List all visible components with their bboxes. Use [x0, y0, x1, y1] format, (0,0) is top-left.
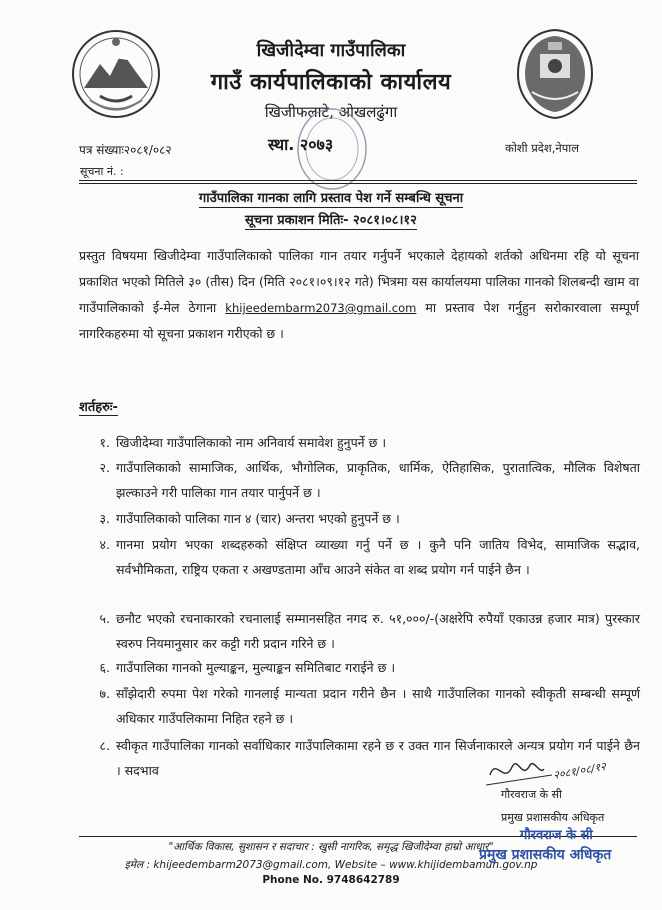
website-link[interactable]: www.khijidembamun.gov.np — [389, 859, 538, 871]
office-name: गाउँ कार्यपालिकाको कार्यालय — [210, 70, 452, 95]
condition-number: ४. — [99, 537, 110, 552]
header-divider — [79, 180, 637, 181]
email-label: इमेल : — [124, 859, 150, 871]
condition-text: गानमा प्रयोग भएका शब्दहरुको संक्षिप्त व्याख्या गर्नु पर्ने छ । कुनै पनि जातिय विभेद, सामाजिक सद्भाव, सर्वभौमिकता, राष्ट्रिय एकता र अखण्डतामा आँच आउने संकेत वा शब्द प्रयोग गर्न पाईने छैन । — [116, 537, 640, 577]
condition-number: ७. — [99, 686, 110, 701]
ref-value: २०८१/०८२ — [123, 143, 172, 157]
notice-number-label: सूचना नं. : — [80, 165, 124, 178]
signatory-designation: प्रमुख प्रशासकीय अधिकृत — [501, 811, 605, 824]
signature-date: २०८१/०८/१२ — [552, 759, 607, 782]
para-part2: मा प्रस्ताव पेश गर्नुहुन सरोकारवाला सम्पूर्ण नागरिकहरुमा यो सूचना प्रकाशन गरीएको छ । — [79, 300, 639, 341]
stamp-text: स्था. २०७३ — [268, 135, 334, 154]
municipality-name: खिजीदेम्वा गाउँपालिका — [256, 40, 406, 61]
condition-text: खिजीदेम्वा गाउँपालिकाको नाम अनिवार्य समावेश हुनुपर्ने छ । — [116, 435, 387, 450]
condition-text: स्वीकृत गाउँपालिका गानको सर्वाधिकार गाउँपालिकामा रहने छ र उक्त गान सिर्जनाकारले अन्यत्र प्रयोग गर्न पाईने छैन । सदभाव — [116, 738, 640, 778]
condition-text: गाउँपालिका गानको मुल्याङ्कन, मुल्याङ्कन समितिबाट गराईने छ । — [116, 660, 396, 675]
notice-paragraph — [79, 243, 639, 347]
notice-subject-text: गाउँपालिका गानका लागि प्रस्ताव पेश गर्ने सम्बन्धि सूचना — [198, 191, 464, 206]
condition-number: २. — [99, 460, 110, 475]
condition-text: साँझेदारी रुपमा पेश गरेको गानलाई मान्यता प्रदान गरीने छैन । साथै गाउँपालिका गानको स्वीकृती सम्बन्धी सम्पूर्ण अधिकार गाउँपलिकामा निहित रहने छ । — [116, 686, 640, 726]
notice-subject — [0, 188, 662, 206]
ref-label: पत्र संख्याः — [79, 143, 124, 157]
condition-text: गाउँपालिकाको पालिका गान ४ (चार) अन्तरा भएको हुनुपर्ने छ । — [116, 511, 400, 526]
website-label: Website – — [334, 859, 386, 871]
conditions-heading: शर्तहरुः- — [79, 397, 118, 416]
publish-date-text: सूचना प्रकाशन मितिः- २०८१।०८।१२ — [245, 213, 417, 228]
publish-date — [0, 210, 662, 228]
condition-number: ५. — [99, 611, 110, 626]
footer-phone: Phone No. 9748642789 — [262, 874, 400, 886]
seal-designation: प्रमुख प्रशासकीय अधिकृत — [479, 847, 612, 863]
office-address: खिजीफलाटे, ओखलढुंगा — [264, 103, 398, 121]
condition-number: १. — [99, 435, 110, 450]
province-label: कोशी प्रदेश,नेपाल — [505, 141, 580, 155]
condition-number: ६. — [99, 660, 110, 675]
email-link[interactable]: khijeedembarm2073@gmail.com — [225, 301, 417, 315]
reference-number — [79, 141, 172, 158]
para-part1: प्रस्तुत विषयमा खिजीदेम्वा गाउँपालिकाको पालिका गान तयार गर्नुपर्ने भएकाले देहायको शर्तको अधिनमा रहि यो सूचना प्रकाशित भएको मितिले ३० (तीस) दिन (मिति २०८१।०९।१२ गते) भित्रमा यस कार्यालयमा पालिका गानको शिलबन्दी खाम वा गाउँपालिकाको ई-मेल ठेगाना — [79, 248, 639, 315]
condition-text: गाउँपालिकाको सामाजिक, आर्थिक, भौगोलिक, प्राकृतिक, धार्मिक, ऐतिहासिक, पुरातात्विक, मौलिक विशेषता झल्काउने गरी पालिका गान तयार पार्नुपर्ने छ । — [116, 460, 640, 500]
condition-number: ३. — [99, 511, 110, 526]
footer-email-link[interactable]: khijeedembarm2073@gmail.com, — [153, 859, 332, 871]
footer-motto: "आर्थिक विकास, सुशासन र सदाचार : खुसी नागरिक, समृद्ध खिजीदेम्वा हाम्रो आधार" — [168, 841, 494, 853]
signatory-name: गौरवराज के सी — [501, 788, 562, 801]
condition-text: छनौट भएको रचनाकारको रचनालाई सम्मानसहित नगद रु. ५१,०००/-(अक्षरेपि रुपैयाँ एकाउन्न हजार मात्र) पुरस्कार स्वरुप नियमानुसार कर कट्टी गरी प्रदान गरिने छ । — [116, 611, 640, 651]
seal-name: गौरवराज के सी — [520, 828, 593, 843]
header-divider-second — [79, 183, 637, 184]
condition-number: ८. — [99, 738, 110, 753]
